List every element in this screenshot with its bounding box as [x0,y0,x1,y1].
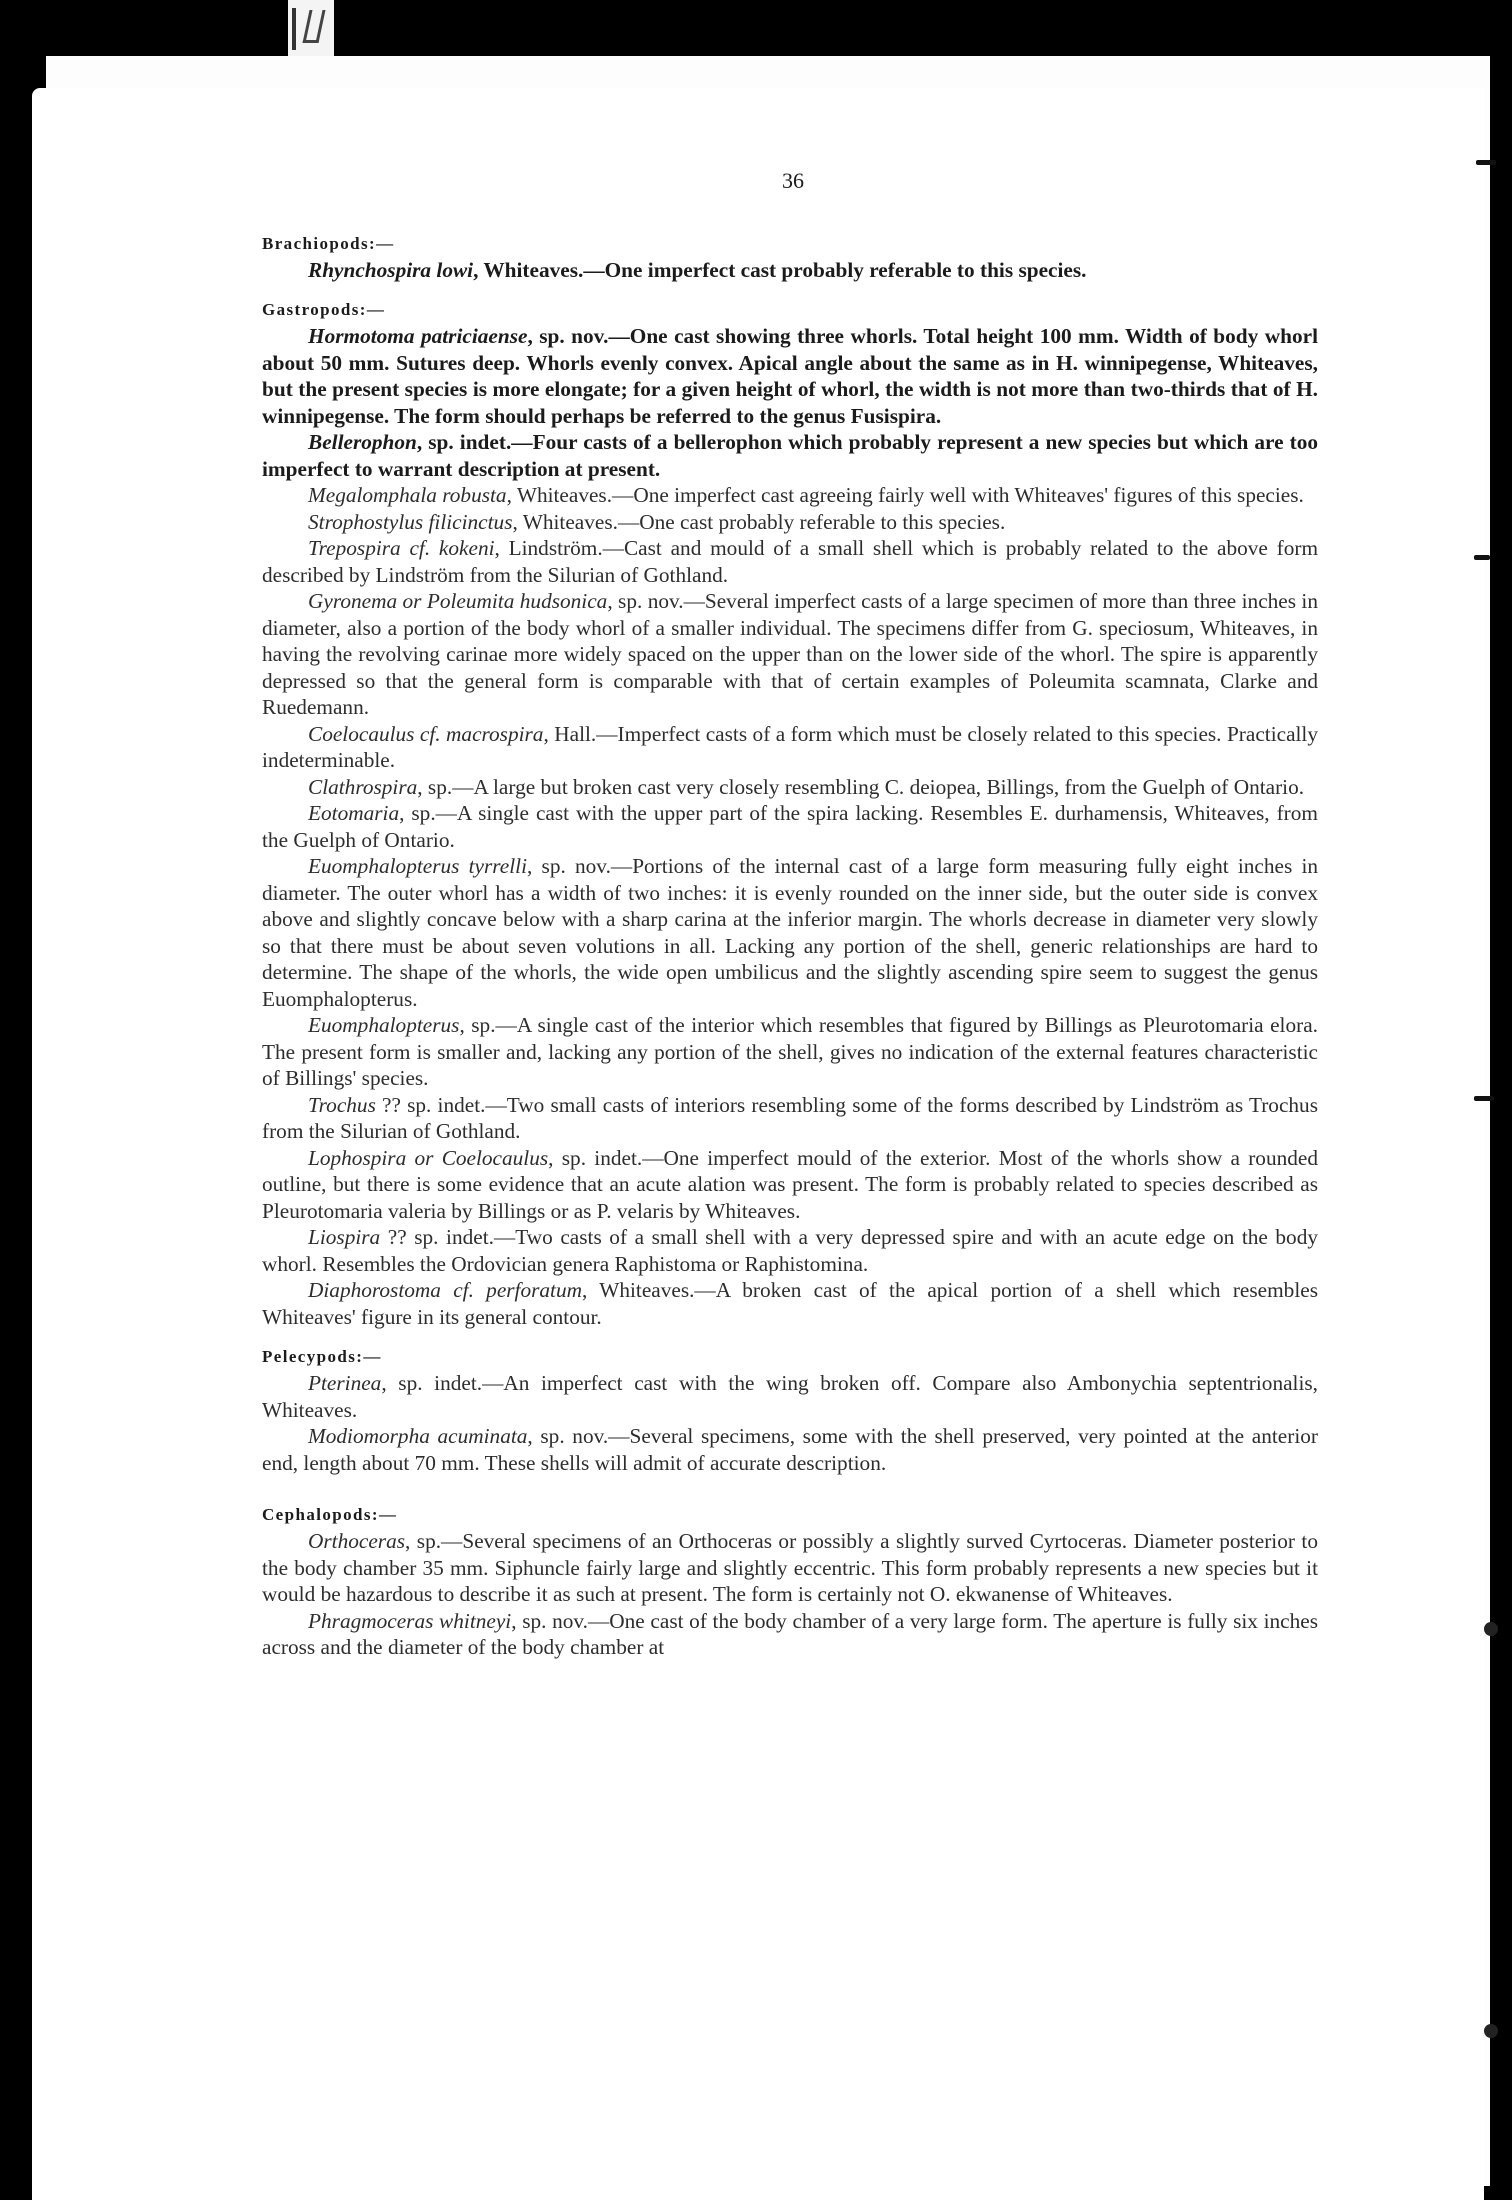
taxon-name: Liospira [308,1225,381,1249]
entry-text: , Lindström.—Cast and mould of a small shell which is probably related to the above form described by Lindström from the Silurian of Gothland. [262,536,1319,587]
entry-euomphalopterus [262,1012,1318,1092]
entry-text: , sp. nov.—One cast showing three whorls. Total height 100 mm. Width of body whorl about 50 mm. Sutures deep. Whorls evenly convex. Apical angle about the same as in H. winnipegense, Whiteaves, but the present species is more elongate; for a given height of whorl, the width is not more than two-thirds that of H. winnipegense. The form should perhaps be referred to the genus Fusispira. [262,324,1319,428]
entry-text: , Whiteaves.—One cast probably referable to this species. [512,509,1006,534]
entry-megalomphala [262,482,1318,509]
taxon-name: Trochus [308,1092,376,1117]
taxon-name: Hormotoma patriciaense [308,324,528,348]
entry-trepospira [262,535,1318,588]
entry-liospira [262,1224,1318,1277]
taxon-name: Orthoceras [308,1529,406,1553]
entry-text: ?? sp. indet.—Two small casts of interiors resembling some of the forms described by Lindström as Trochus from the Silurian of Gothland. [262,1092,1318,1143]
entry-text: , sp. indet.—An imperfect cast with the wing broken off. Compare also Ambonychia septentrionalis, Whiteaves. [262,1371,1318,1422]
entry-gyronema [262,588,1318,721]
entry-text: , Whiteaves.—One imperfect cast probably referable to this species. [473,257,1087,282]
entry-text: , sp. indet.—Four casts of a bellerophon which probably represent a new species but which are too imperfect to warrant description at present. [262,430,1318,481]
taxon-name: Trepospira cf. kokeni [308,536,495,560]
entry-clathrospira [262,774,1318,801]
entry-text: , sp. nov.—Several imperfect casts of a large specimen of more than three inches in diameter, also a portion of the body whorl of a smaller individual. The specimens differ from G. speciosum, Whiteaves, in having the revolving carinae more widely spaced on the upper than on the lower side of the whorl. The spire is apparently depressed so that the general form is comparable with that of certain examples of Poleumita scamnata, Clarke and Ruedemann. [262,589,1318,719]
entry-strophostylus [262,509,1318,536]
taxon-name: Modiomorpha acuminata [308,1424,528,1448]
entry-text: , sp. indet.—One imperfect mould of the exterior. Most of the whorls show a rounded outline, but there is some evidence that an acute alation was present. The form is probably related to species described as Pleurotomaria valeria by Billings or as P. velaris by Whiteaves. [262,1145,1318,1223]
entry-hormotoma [262,323,1318,429]
entry-euomphalopterus-tyrrelli [262,853,1318,1012]
page-number: 36 [782,168,804,193]
entry-trochus [262,1092,1318,1145]
taxon-name: Euomphalopterus tyrrelli [308,854,528,878]
binding-mark [1476,160,1496,165]
entry-rhynchospira [262,257,1318,284]
taxon-name: Coelocaulus cf. macrospira [308,721,544,746]
entry-modiomorpha [262,1423,1318,1476]
taxon-name: Gyronema or Poleumita hudsonica [308,589,608,613]
entry-text: , sp.—Several specimens of an Orthoceras or possibly a slightly surved Cyrtoceras. Diameter posterior to the body chamber 35 mm. Siphuncle fairly large and slightly eccentric. This form probably represents a new species but it would be hazardous to describe it as such at present. The form is certainly not O. ekwanense of Whiteaves. [262,1529,1318,1606]
entry-text: ?? sp. indet.—Two casts of a small shell with a very depressed spire and with an acute edge on the body whorl. Resembles the Ordovician genera Raphistoma or Raphistomina. [262,1225,1318,1276]
section-heading-pelecypods: Pelecypods:— [262,1347,382,1366]
entry-phragmoceras [262,1608,1318,1661]
taxon-name: Megalomphala robusta [308,483,507,507]
taxon-name: Eotomaria [308,801,400,825]
page-text [262,168,1318,1661]
entry-orthoceras [262,1528,1318,1608]
entry-lophospira [262,1145,1318,1225]
section-heading-gastropods: Gastropods:— [262,300,386,319]
binding-mark [1484,2024,1498,2038]
entry-pterinea [262,1370,1318,1423]
entry-coelocaulus [262,721,1318,774]
entry-text: , sp.—A large but broken cast very closely resembling C. deiopea, Billings, from the Guelph of Ontario. [417,774,1305,799]
taxon-name: Strophostylus filicinctus [308,509,513,534]
taxon-name: Euomphalopterus [308,1013,460,1037]
entry-diaphorostoma [262,1277,1318,1330]
entry-text: , sp. nov.—Portions of the internal cast of a large form measuring fully eight inches in diameter. The outer whorl has a width of two inches: it is evenly rounded on the inner side, but the outer side is convex above and slightly concave below with a sharp carina at the inferior margin. The whorls decrease in diameter very slowly so that there must be about seven volutions in all. Lacking any portion of the shell, generic relationships are hard to determine. The shape of the whorls, the wide open umbilicus and the slightly ascending spire seem to suggest the genus Euomphalopterus. [262,854,1319,1011]
taxon-name: Lophospira or Coelocaulus [308,1145,549,1170]
taxon-name: Phragmoceras whitneyi [308,1608,512,1633]
entry-text: , sp. nov.—Several specimens, some with the shell preserved, very pointed at the anterior end, length about 70 mm. These shells will admit of accurate description. [262,1424,1318,1475]
taxon-name: Pterinea [308,1371,382,1395]
binding-mark [1474,555,1490,560]
entry-bellerophon [262,429,1318,482]
taxon-name: Diaphorostoma cf. perforatum [308,1278,583,1302]
torn-page-corner [288,0,334,56]
binding-mark [1484,1622,1498,1636]
taxon-name: Bellerophon [308,430,417,454]
binding-mark [1474,1096,1494,1101]
section-heading-cephalopods: Cephalopods:— [262,1505,398,1524]
section-heading-brachiopods: Brachiopods:— [262,233,395,253]
entry-text: , Whiteaves.—One imperfect cast agreeing fairly well with Whiteaves' figures of this species. [506,483,1304,507]
entry-text: , Hall.—Imperfect casts of a form which must be closely related to this species. Practically indeterminable. [262,721,1319,772]
taxon-name: Clathrospira [308,774,418,799]
entry-text: , sp.—A single cast of the interior which resembles that figured by Billings as Pleurotomaria elora. The present form is smaller and, lacking any portion of the shell, gives no indication of the external features characteristic of Billings' species. [262,1013,1318,1090]
entry-text: , Whiteaves.—A broken cast of the apical portion of a shell which resembles Whiteaves' figure in its general contour. [262,1278,1318,1329]
entry-eotomaria [262,800,1318,853]
entry-text: , sp. nov.—One cast of the body chamber of a very large form. The aperture is fully six inches across and the diameter of the body chamber at [262,1608,1318,1659]
entry-text: , sp.—A single cast with the upper part of the spira lacking. Resembles E. durhamensis, Whiteaves, from the Guelph of Ontario. [262,801,1318,852]
taxon-name: Rhynchospira lowi [308,257,474,282]
